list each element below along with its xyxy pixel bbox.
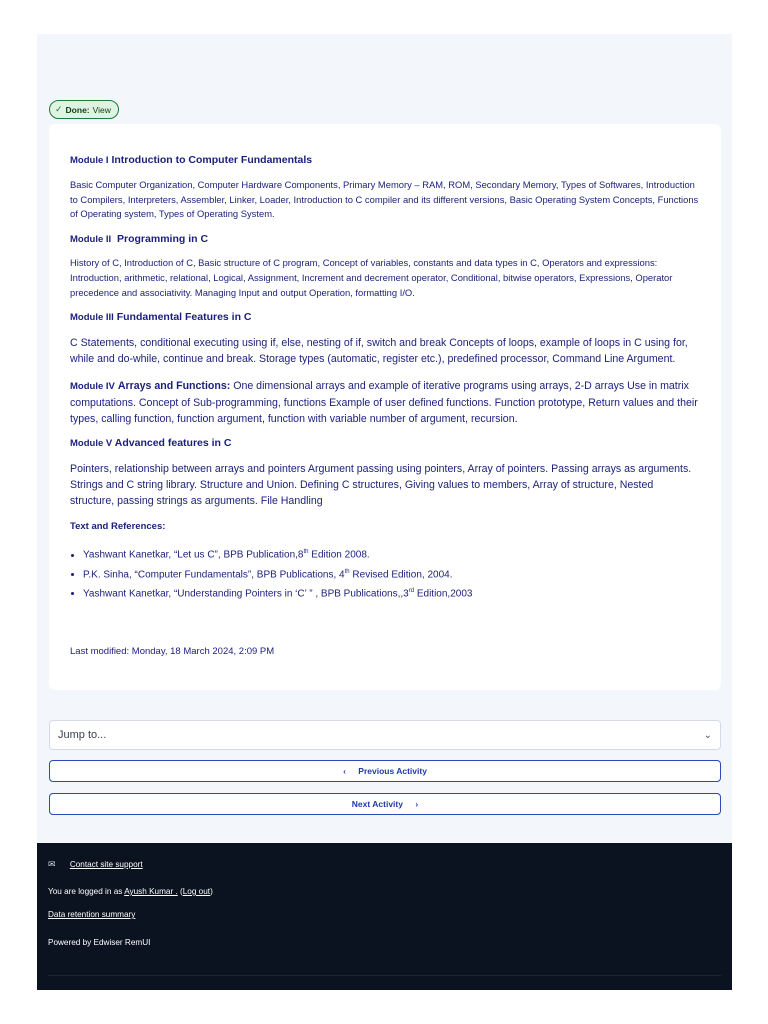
module-4-label: Module IV: [70, 381, 115, 393]
module-2-heading: Module II Programming in C: [70, 233, 209, 246]
references-heading: Text and References:: [70, 521, 166, 533]
site-footer: [37, 843, 732, 990]
chevron-right-icon: ›: [415, 799, 419, 809]
module-4-paragraph: [70, 378, 700, 427]
chevron-down-icon: ⌄: [703, 729, 712, 741]
envelope-icon: ✉: [48, 859, 56, 869]
last-modified: Last modified: Monday, 18 March 2024, 2:09 PM: [70, 646, 275, 658]
contact-row: [48, 859, 143, 870]
references-list: [70, 544, 700, 602]
user-profile-link[interactable]: Ayush Kumar .: [124, 887, 178, 896]
completion-action: View: [92, 104, 111, 115]
completion-status: Done:: [65, 104, 90, 115]
module-1-body: Basic Computer Organization, Computer Hardware Components, Primary Memory – RAM, ROM, Secondary Memory, Types of Softwares, Introduction to Compilers, Interpreters, Assembler, Linker, Loader, Introduction to C compiler and its different versions, Basic Operating System Concepts, Functions of Operating system, Types of Operating System.: [70, 179, 699, 220]
reference-item: • Yashwant Kanetkar, “Understanding Pointers in ‘C’ ” , BPB Publications,,3rd Edition,2003: [83, 583, 700, 602]
logout-link[interactable]: Log out: [182, 887, 211, 896]
footer-divider: [48, 975, 721, 976]
module-2-body: History of C, Introduction of C, Basic structure of C program, Concept of variables, constants and data types in C, Operators and expressions: Introduction, arithmetic, relational, Logical, Assignment, Increment and decrement operator, Conditional, bitwise operators, Expressions, Operator precedence and associativity. Managing Input and output Operation, formatting I/O.: [70, 257, 673, 298]
chevron-left-icon: ‹: [343, 766, 346, 776]
content-card: [49, 124, 721, 690]
contact-site-support-link[interactable]: Contact site support: [69, 860, 143, 869]
module-5-body: Pointers, relationship between arrays and pointers Argument passing using pointers, Array of pointers. Passing arrays as arguments. Strings and C string library. Structure and Union. Defining C structures, Giving values to members, Array of structure, Nested structure, passing strings as arguments. File Handling: [70, 463, 692, 508]
data-retention-link[interactable]: Data retention summary: [48, 910, 136, 919]
powered-by: Powered by Edwiser RemUI: [48, 938, 151, 947]
module-3-heading: Module III Fundamental Features in C: [70, 311, 252, 324]
module-1-heading: Module I Introduction to Computer Fundamentals: [70, 154, 313, 166]
module-4-body: One dimensional arrays and example of iterative programs using arrays, 2-D arrays Use in matrix computations. Concept of Sub-programming, functions Example of user defined functions. Function prototype, Return values and their types, calling function, function argument, function with variable number of argument, recursion.: [70, 380, 698, 426]
reference-item: • Yashwant Kanetkar, “Let us C”, BPB Publication,8th Edition 2008.: [83, 544, 700, 563]
module-4-title: Arrays and Functions:: [117, 380, 231, 393]
reference-item: • P.K. Sinha, “Computer Fundamentals”, BPB Publications, 4th Revised Edition, 2004.: [83, 564, 700, 583]
previous-activity-button[interactable]: [49, 760, 721, 782]
jump-to-select[interactable]: [49, 720, 721, 750]
next-activity-button[interactable]: [49, 793, 721, 815]
module-5-heading: Module V Advanced features in C: [70, 437, 232, 450]
completion-badge[interactable]: [49, 100, 119, 119]
jump-to-value: Jump to...: [58, 729, 107, 741]
login-info: You are logged in as Ayush Kumar . (Log out): [48, 887, 213, 896]
data-retention-row: [48, 910, 135, 919]
previous-activity-label: Previous Activity: [358, 766, 427, 776]
check-icon: ✓: [55, 104, 63, 114]
next-activity-label: Next Activity: [351, 799, 403, 809]
module-3-body: C Statements, conditional executing using if, else, nesting of if, switch and break Concepts of loops, example of loops in C using for, while and do-while, continue and break. Storage types (automatic, register etc.), predefined processor, Command Line Argument.: [70, 337, 688, 366]
